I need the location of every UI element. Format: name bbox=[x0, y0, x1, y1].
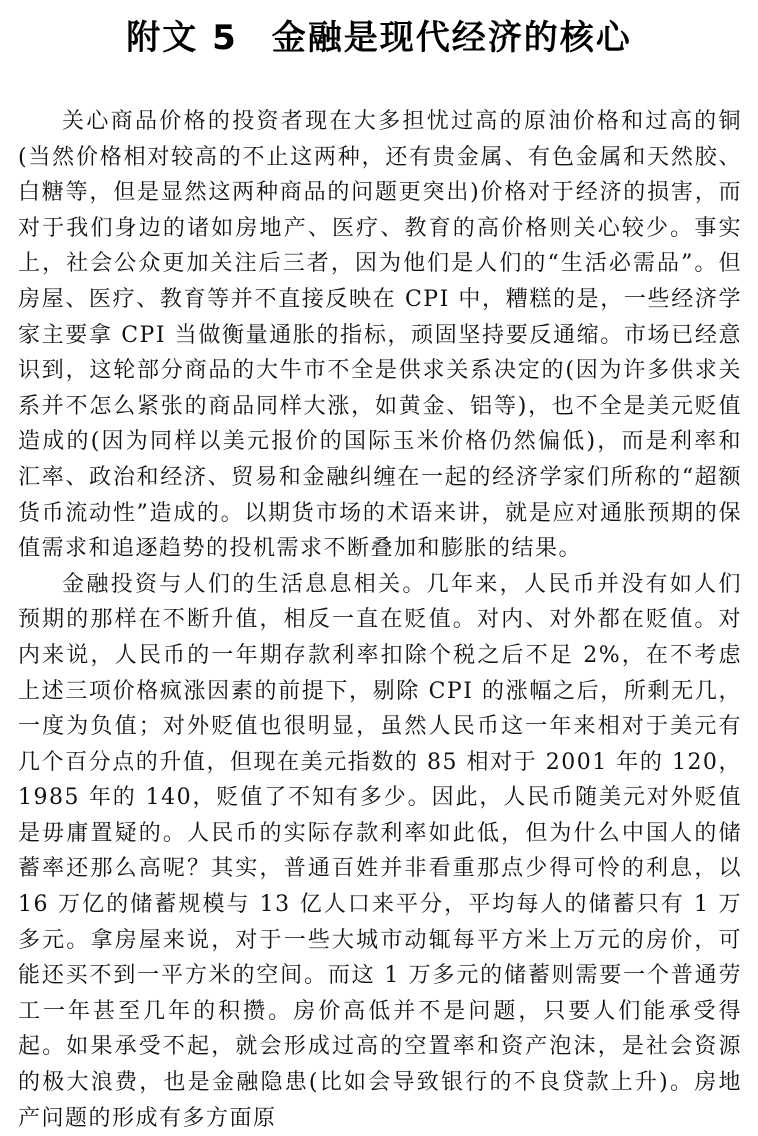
paragraph: 金融投资与人们的生活息息相关。几年来，人民币并没有如人们预期的那样在不断升值，相反一直在贬值。对内、对外都在贬值。对内来说，人民币的一年期存款利率扣除个税之后不足 2%，在不考虑上述三项价格疯涨因素的前提下，剔除 CPI 的涨幅之后，所剩无几，一度为负值；对外贬值也很明显，虽然人民币这一年来相对于美元有几个百分点的升值，但现在美元指数的 85 相对于 2001 年的 120，1985 年的 140，贬值了不知有多少。因此，人民币随美元对外贬值是毋庸置疑的。人民币的实际存款利率如此低，但为什么中国人的储蓄率还那么高呢？其实，普通百姓并非看重那点少得可怜的利息，以 16 万亿的储蓄规模与 13 亿人口来平分，平均每人的储蓄只有 1 万多元。拿房屋来说，对于一些大城市动辄每平方米上万元的房价，可能还买不到一平方米的空间。而这 1 万多元的储蓄则需要一个普通劳工一年甚至几年的积攒。房价高低并不是问题，只要人们能承受得起。如果承受不起，就会形成过高的空置率和资产泡沫，是社会资源的极大浪费，也是金融隐患(比如会导致银行的不良贷款上升)。房地产问题的形成有多方面原 bbox=[18, 571, 742, 1131]
document-body bbox=[18, 104, 742, 1136]
appendix-label: 附文 5 bbox=[126, 18, 238, 58]
appendix-title bbox=[0, 8, 758, 68]
paragraph: 关心商品价格的投资者现在大多担忧过高的原油价格和过高的铜(当然价格相对较高的不止这两种，还有贵金属、有色金属和天然胶、白糖等，但是显然这两种商品的问题更突出)价格对于经济的损害，而对于我们身边的诸如房地产、医疗、教育的高价格则关心较少。事实上，社会公众更加关注后三者，因为他们是人们的“生活必需品”。但房屋、医疗、教育等并不直接反映在 CPI 中，糟糕的是，一些经济学家主要拿 CPI 当做衡量通胀的指标，顽固坚持要反通缩。市场已经意识到，这轮部分商品的大牛市不全是供求关系决定的(因为许多供求关系并不怎么紧张的商品同样大涨，如黄金、铝等)，也不全是美元贬值造成的(因为同样以美元报价的国际玉米价格仍然偏低)，而是利率和汇率、政治和经济、贸易和金融纠缠在一起的经济学家们所称的“超额货币流动性”造成的。以期货市场的术语来讲，就是应对通胀预期的保值需求和追逐趋势的投机需求不断叠加和膨胀的结果。 bbox=[18, 109, 742, 562]
appendix-heading: 金融是现代经济的核心 bbox=[271, 18, 632, 58]
